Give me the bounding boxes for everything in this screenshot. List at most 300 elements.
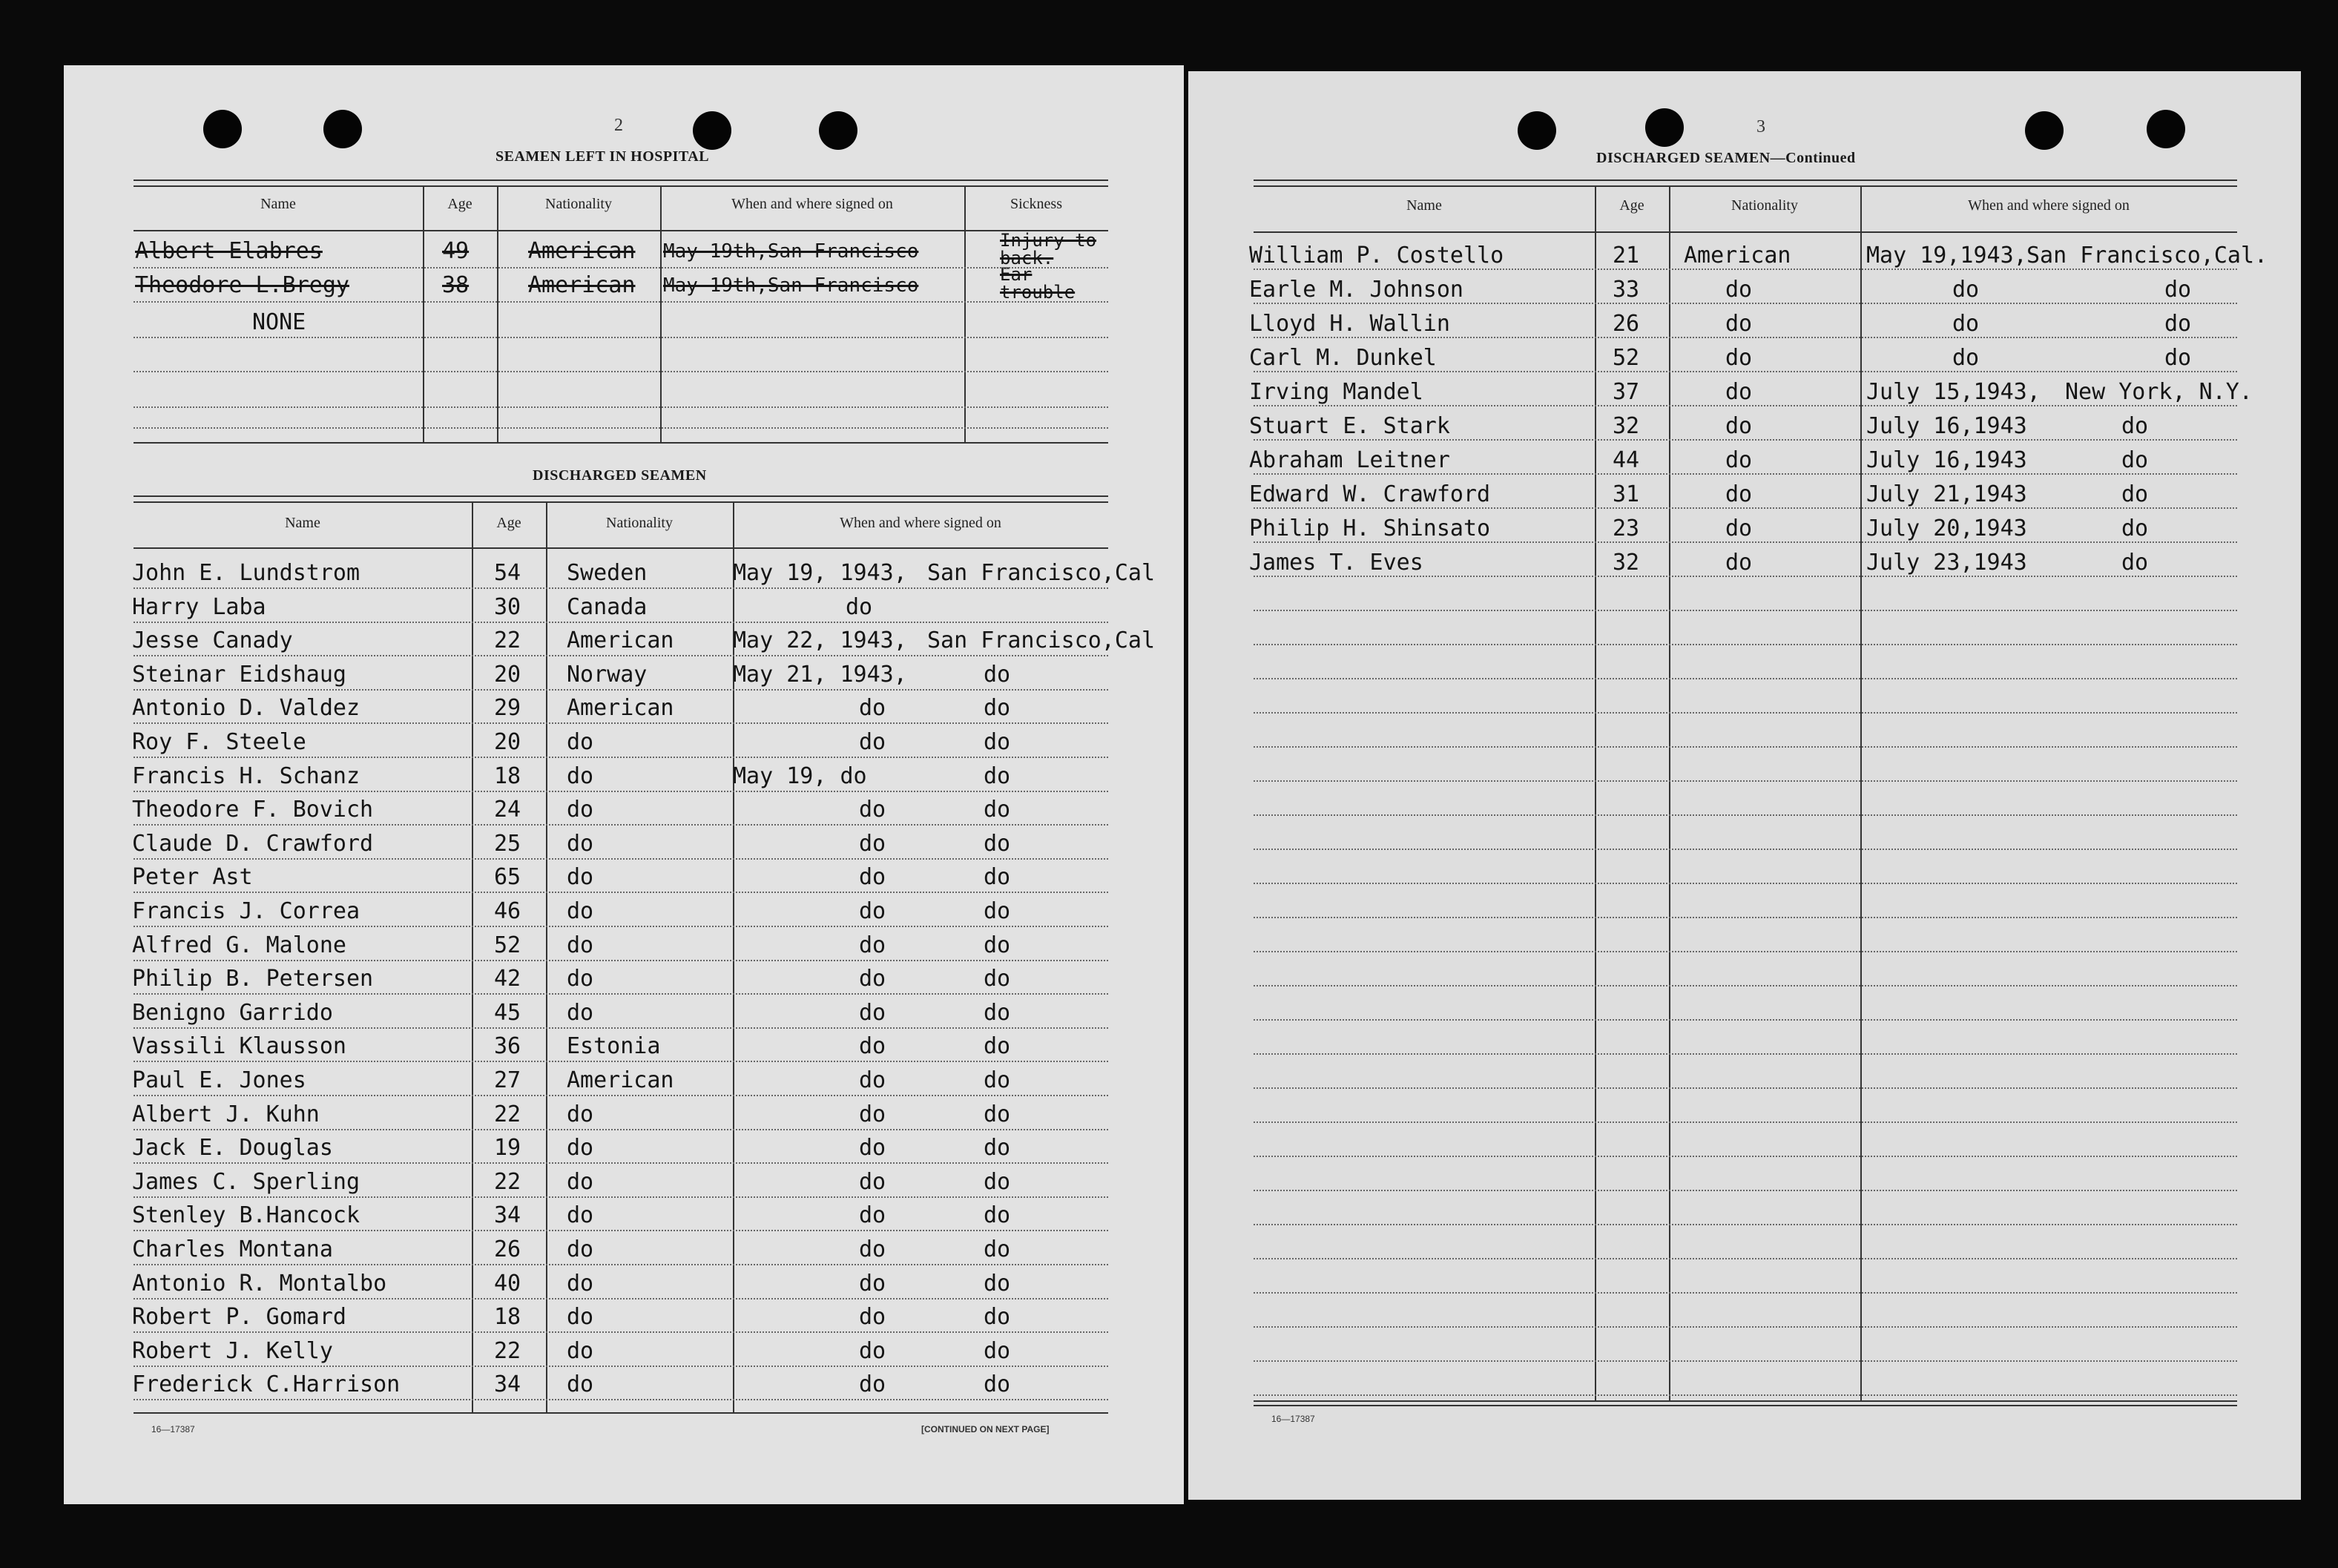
seaman-nationality: do — [567, 932, 594, 958]
signed-place: San Francisco,Cal — [927, 627, 1156, 653]
column-header-age: Age — [496, 515, 521, 531]
signed-place: do — [984, 1202, 1011, 1228]
seaman-nationality: do — [1725, 481, 1753, 507]
signed-place: do — [984, 1271, 1011, 1297]
signed-date: May 22, 1943, — [733, 627, 907, 653]
signed-place: do — [984, 932, 1011, 958]
row-line — [134, 1061, 1108, 1062]
seaman-age: 36 — [494, 1033, 521, 1059]
signed-place: do — [2121, 447, 2149, 473]
seaman-nationality: do — [567, 831, 594, 857]
row-line — [134, 1230, 1108, 1231]
column-divider — [472, 503, 473, 1412]
seaman-name: Peter Ast — [132, 864, 253, 890]
signed-date: do — [859, 966, 886, 992]
seaman-age: 65 — [494, 864, 521, 890]
column-header-nationality: Nationality — [545, 196, 612, 212]
seaman-nationality: do — [567, 1236, 594, 1262]
struck-sickness: Injury to back. — [1000, 230, 1097, 269]
signed-date: May 19, 1943, — [733, 560, 907, 586]
seaman-nationality: do — [567, 1135, 594, 1161]
table-rule — [134, 501, 1108, 503]
signed-place: do — [984, 1338, 1011, 1364]
row-line — [134, 1129, 1108, 1130]
seaman-age: 46 — [494, 898, 521, 924]
signed-place: do — [984, 898, 1011, 924]
row-line — [1254, 1394, 2237, 1396]
seaman-age: 25 — [494, 831, 521, 857]
row-line — [134, 1366, 1108, 1367]
signed-place: do — [984, 695, 1011, 721]
signed-date: do — [859, 1202, 886, 1228]
hospital-section-title: SEAMEN LEFT IN HOSPITAL — [495, 148, 710, 165]
struck-name: Albert Elabres — [135, 238, 323, 264]
signed-date: do — [859, 1304, 886, 1330]
seaman-nationality: Norway — [567, 662, 648, 688]
signed-place: do — [984, 831, 1011, 857]
seaman-age: 18 — [494, 1304, 521, 1330]
seaman-age: 42 — [494, 966, 521, 992]
seaman-name: Antonio D. Valdez — [132, 695, 360, 721]
signed-date: do — [859, 898, 886, 924]
seaman-age: 19 — [494, 1135, 521, 1161]
seaman-nationality: do — [567, 1271, 594, 1297]
signed-place: do — [2121, 515, 2149, 541]
row-line — [1254, 1360, 2237, 1362]
seaman-nationality: do — [567, 1169, 594, 1195]
seaman-name: Robert J. Kelly — [132, 1338, 333, 1364]
form-number: 16—17387 — [1271, 1414, 1315, 1424]
table-rule — [134, 185, 1108, 187]
seaman-age: 52 — [1613, 345, 1640, 371]
signed-place: do — [984, 966, 1011, 992]
seaman-age: 33 — [1613, 277, 1640, 303]
seaman-name: John E. Lundstrom — [132, 560, 360, 586]
row-line — [134, 722, 1108, 724]
signed-place: do — [2121, 481, 2149, 507]
seaman-nationality: do — [567, 864, 594, 890]
seaman-nationality: do — [567, 797, 594, 823]
seaman-age: 26 — [1613, 311, 1640, 337]
signed-date: do — [1952, 277, 1980, 303]
seaman-name: Jack E. Douglas — [132, 1135, 333, 1161]
seaman-age: 52 — [494, 932, 521, 958]
seaman-nationality: American — [567, 627, 674, 653]
row-line — [1254, 917, 2237, 918]
column-header-signed: When and where signed on — [1968, 197, 2130, 214]
seaman-nationality: do — [567, 1304, 594, 1330]
seaman-name: James C. Sperling — [132, 1169, 360, 1195]
row-line — [1254, 1156, 2237, 1157]
row-line — [1254, 712, 2237, 714]
signed-place: do — [984, 797, 1011, 823]
seaman-name: James T. Eves — [1249, 550, 1423, 576]
row-line — [1254, 507, 2237, 509]
signed-date: do — [859, 932, 886, 958]
row-line — [1254, 780, 2237, 782]
row-line — [134, 926, 1108, 927]
signed-date: May 19, do — [733, 763, 867, 789]
signed-date: do — [859, 864, 886, 890]
column-divider — [964, 187, 966, 442]
signed-place: do — [984, 1304, 1011, 1330]
seaman-nationality: do — [1725, 413, 1753, 439]
seaman-nationality: do — [1725, 379, 1753, 405]
signed-place: do — [984, 1135, 1011, 1161]
row-line — [134, 824, 1108, 826]
seaman-name: Harry Laba — [132, 594, 266, 620]
signed-place: do — [984, 662, 1011, 688]
table-rule — [134, 1412, 1108, 1414]
punch-hole — [1518, 111, 1556, 150]
column-divider — [1860, 187, 1862, 1400]
signed-date: do — [846, 594, 873, 620]
row-line — [134, 1331, 1108, 1333]
seaman-name: Steinar Eidshaug — [132, 662, 346, 688]
row-line — [1254, 1019, 2237, 1021]
row-line — [1254, 473, 2237, 475]
table-rule — [134, 547, 1108, 549]
seaman-age: 44 — [1613, 447, 1640, 473]
page-number: 3 — [1756, 117, 1765, 136]
row-line — [134, 267, 1108, 269]
table-rule — [1254, 1405, 2237, 1406]
signed-date: July 16,1943 — [1866, 413, 2027, 439]
seaman-age: 22 — [494, 1101, 521, 1127]
seaman-nationality: do — [567, 966, 594, 992]
struck-age: 38 — [442, 272, 470, 298]
signed-place: do — [984, 729, 1011, 755]
column-header-name: Name — [285, 515, 320, 531]
signed-date: do — [859, 831, 886, 857]
row-line — [1254, 1326, 2237, 1328]
row-line — [134, 587, 1108, 589]
signed-place: do — [984, 763, 1011, 789]
column-header-nationality: Nationality — [1731, 197, 1798, 214]
row-line — [1254, 371, 2237, 372]
signed-date: do — [1952, 345, 1980, 371]
signed-place: do — [984, 1067, 1011, 1093]
signed-date: do — [859, 1271, 886, 1297]
signed-place: New York, N.Y. — [2065, 379, 2253, 405]
signed-date: do — [859, 1135, 886, 1161]
row-line — [134, 1399, 1108, 1400]
seaman-nationality: do — [1725, 550, 1753, 576]
row-line — [134, 689, 1108, 691]
seaman-name: Irving Mandel — [1249, 379, 1423, 405]
seaman-age: 40 — [494, 1271, 521, 1297]
signed-date: do — [859, 729, 886, 755]
row-line — [1254, 576, 2237, 577]
signed-date: do — [859, 797, 886, 823]
seaman-age: 29 — [494, 695, 521, 721]
seaman-nationality: Estonia — [567, 1033, 661, 1059]
table-rule — [1254, 231, 2237, 233]
seaman-age: 32 — [1613, 413, 1640, 439]
continued-note: [CONTINUED ON NEXT PAGE] — [921, 1424, 1050, 1434]
row-line — [1254, 985, 2237, 986]
row-line — [134, 406, 1108, 408]
signed-place: do — [984, 1236, 1011, 1262]
seaman-age: 22 — [494, 1169, 521, 1195]
seaman-name: Edward W. Crawford — [1249, 481, 1491, 507]
table-rule — [134, 495, 1108, 497]
table-rule — [134, 230, 1108, 231]
row-line — [134, 993, 1108, 995]
punch-hole — [1645, 108, 1684, 147]
seaman-age: 22 — [494, 1338, 521, 1364]
seaman-age: 37 — [1613, 379, 1640, 405]
seaman-nationality: do — [567, 1101, 594, 1127]
seaman-name: Stuart E. Stark — [1249, 413, 1450, 439]
punch-hole — [323, 110, 362, 148]
seaman-age: 21 — [1613, 243, 1640, 269]
row-line — [1254, 746, 2237, 748]
seaman-name: Theodore F. Bovich — [132, 797, 374, 823]
row-line — [134, 1095, 1108, 1096]
seaman-name: Earle M. Johnson — [1249, 277, 1463, 303]
signed-date: do — [859, 1000, 886, 1026]
page-number: 2 — [614, 116, 623, 135]
signed-date: July 15,1943, — [1866, 379, 2041, 405]
row-line — [1254, 337, 2237, 338]
signed-place: do — [984, 1000, 1011, 1026]
signed-place: do — [984, 864, 1011, 890]
row-line — [1254, 610, 2237, 611]
seaman-nationality: do — [1725, 345, 1753, 371]
row-line — [1254, 269, 2237, 270]
row-line — [134, 791, 1108, 792]
signed-place: do — [2121, 550, 2149, 576]
seaman-age: 34 — [494, 1371, 521, 1397]
seaman-age: 20 — [494, 729, 521, 755]
seaman-age: 32 — [1613, 550, 1640, 576]
seaman-name: Francis H. Schanz — [132, 763, 360, 789]
seaman-age: 23 — [1613, 515, 1640, 541]
seaman-name: Stenley B.Hancock — [132, 1202, 360, 1228]
signed-date: July 21,1943 — [1866, 481, 2027, 507]
table-rule — [134, 442, 1108, 444]
row-line — [1254, 1224, 2237, 1225]
row-line — [1254, 1053, 2237, 1055]
signed-date: May 19,1943, — [1866, 243, 2027, 269]
row-line — [1254, 951, 2237, 952]
column-header-signed: When and where signed on — [731, 196, 893, 212]
row-line — [134, 337, 1108, 338]
row-line — [134, 1196, 1108, 1198]
signed-date: do — [859, 1101, 886, 1127]
seaman-nationality: do — [567, 1202, 594, 1228]
column-divider — [660, 187, 662, 442]
seaman-nationality: do — [567, 1338, 594, 1364]
signed-place: do — [984, 1169, 1011, 1195]
row-line — [134, 757, 1108, 758]
seaman-nationality: do — [567, 729, 594, 755]
signed-date: do — [1952, 311, 1980, 337]
signed-date: do — [859, 1371, 886, 1397]
signed-place: do — [2164, 277, 2192, 303]
row-line — [1254, 678, 2237, 679]
form-number: 16—17387 — [151, 1424, 195, 1434]
signed-date: do — [859, 1033, 886, 1059]
signed-date: do — [859, 695, 886, 721]
seaman-name: Albert J. Kuhn — [132, 1101, 320, 1127]
signed-date: May 21, 1943, — [733, 662, 907, 688]
row-line — [134, 427, 1108, 429]
seaman-name: Robert P. Gomard — [132, 1304, 346, 1330]
seaman-nationality: do — [1725, 311, 1753, 337]
table-rule — [134, 179, 1108, 181]
signed-place: do — [984, 1033, 1011, 1059]
seaman-nationality: do — [1725, 447, 1753, 473]
row-line — [134, 1162, 1108, 1164]
seaman-name: Paul E. Jones — [132, 1067, 306, 1093]
row-line — [1254, 849, 2237, 850]
struck-age: 49 — [442, 238, 470, 264]
signed-date: do — [859, 1236, 886, 1262]
seaman-age: 22 — [494, 627, 521, 653]
row-line — [134, 301, 1108, 303]
continued-section-title: DISCHARGED SEAMEN—Continued — [1596, 150, 1856, 166]
seaman-age: 18 — [494, 763, 521, 789]
row-line — [1254, 303, 2237, 304]
row-line — [1254, 1258, 2237, 1259]
table-rule — [1254, 185, 2237, 187]
column-header-age: Age — [1619, 197, 1644, 214]
seaman-name: Philip B. Petersen — [132, 966, 374, 992]
seaman-nationality: do — [1725, 515, 1753, 541]
row-line — [1254, 1292, 2237, 1294]
column-divider — [497, 187, 498, 442]
seaman-name: Lloyd H. Wallin — [1249, 311, 1450, 337]
column-divider — [1595, 187, 1596, 1400]
seaman-age: 20 — [494, 662, 521, 688]
discharged-section-title: DISCHARGED SEAMEN — [533, 467, 707, 484]
seaman-nationality: American — [567, 695, 674, 721]
seaman-name: Abraham Leitner — [1249, 447, 1450, 473]
row-line — [134, 655, 1108, 656]
struck-name: Theodore L.Bregy — [135, 272, 349, 298]
signed-place: do — [984, 1371, 1011, 1397]
none-entry: NONE — [252, 309, 306, 335]
seaman-nationality: do — [567, 898, 594, 924]
row-line — [134, 1298, 1108, 1299]
seaman-nationality: American — [1684, 243, 1791, 269]
seaman-age: 34 — [494, 1202, 521, 1228]
row-line — [134, 960, 1108, 961]
row-line — [134, 1264, 1108, 1265]
seaman-name: Antonio R. Montalbo — [132, 1271, 387, 1297]
seaman-name: Alfred G. Malone — [132, 932, 346, 958]
row-line — [134, 371, 1108, 372]
signed-place: do — [2164, 345, 2192, 371]
signed-date: July 16,1943 — [1866, 447, 2027, 473]
signed-place: San Francisco,Cal. — [2026, 243, 2268, 269]
seaman-name: Jesse Canady — [132, 627, 293, 653]
column-header-age: Age — [447, 196, 472, 212]
struck-signed: May 19th,San Francisco — [663, 274, 919, 297]
signed-date: July 23,1943 — [1866, 550, 2027, 576]
seaman-nationality: do — [567, 1000, 594, 1026]
column-header-sickness: Sickness — [1010, 196, 1062, 212]
seaman-name: Carl M. Dunkel — [1249, 345, 1437, 371]
row-line — [1254, 1087, 2237, 1089]
struck-sickness: Ear trouble — [1000, 264, 1076, 303]
punch-hole — [203, 110, 242, 148]
row-line — [1254, 405, 2237, 406]
column-divider — [423, 187, 424, 442]
struck-nationality: American — [528, 238, 636, 264]
seaman-nationality: Canada — [567, 594, 648, 620]
seaman-age: 45 — [494, 1000, 521, 1026]
column-divider — [546, 503, 547, 1412]
signed-date: do — [859, 1067, 886, 1093]
seaman-age: 27 — [494, 1067, 521, 1093]
seaman-nationality: do — [1725, 277, 1753, 303]
seaman-name: Philip H. Shinsato — [1249, 515, 1491, 541]
signed-place: do — [984, 1101, 1011, 1127]
seaman-age: 54 — [494, 560, 521, 586]
struck-nationality: American — [528, 272, 636, 298]
row-line — [1254, 541, 2237, 543]
column-header-name: Name — [1406, 197, 1442, 214]
row-line — [134, 892, 1108, 893]
row-line — [134, 858, 1108, 860]
column-divider — [1669, 187, 1670, 1400]
punch-hole — [2147, 110, 2185, 148]
seaman-age: 26 — [494, 1236, 521, 1262]
punch-hole — [819, 111, 857, 150]
row-line — [1254, 1190, 2237, 1191]
seaman-nationality: do — [567, 763, 594, 789]
table-rule — [1254, 179, 2237, 181]
seaman-name: Frederick C.Harrison — [132, 1371, 401, 1397]
seaman-age: 30 — [494, 594, 521, 620]
punch-hole — [693, 111, 731, 150]
signed-date: do — [859, 1338, 886, 1364]
column-header-name: Name — [260, 196, 296, 212]
row-line — [1254, 883, 2237, 884]
seaman-nationality: Sweden — [567, 560, 648, 586]
seaman-name: Francis J. Correa — [132, 898, 360, 924]
seaman-name: Claude D. Crawford — [132, 831, 374, 857]
seaman-name: Charles Montana — [132, 1236, 333, 1262]
seaman-nationality: do — [567, 1371, 594, 1397]
seaman-name: Roy F. Steele — [132, 729, 306, 755]
signed-place: do — [2164, 311, 2192, 337]
seaman-name: Benigno Garrido — [132, 1000, 333, 1026]
struck-signed: May 19th,San Francisco — [663, 240, 919, 263]
seaman-nationality: American — [567, 1067, 674, 1093]
signed-place: do — [2121, 413, 2149, 439]
signed-place: San Francisco,Cal — [927, 560, 1156, 586]
seaman-name: Vassili Klausson — [132, 1033, 346, 1059]
row-line — [134, 622, 1108, 623]
table-rule — [1254, 1400, 2237, 1402]
row-line — [1254, 439, 2237, 441]
row-line — [1254, 1121, 2237, 1123]
seaman-age: 31 — [1613, 481, 1640, 507]
row-line — [134, 1027, 1108, 1029]
row-line — [1254, 644, 2237, 645]
row-line — [1254, 814, 2237, 816]
punch-hole — [2025, 111, 2064, 150]
signed-date: July 20,1943 — [1866, 515, 2027, 541]
column-header-nationality: Nationality — [606, 515, 673, 531]
signed-date: do — [859, 1169, 886, 1195]
column-header-signed: When and where signed on — [840, 515, 1001, 531]
seaman-name: William P. Costello — [1249, 243, 1504, 269]
